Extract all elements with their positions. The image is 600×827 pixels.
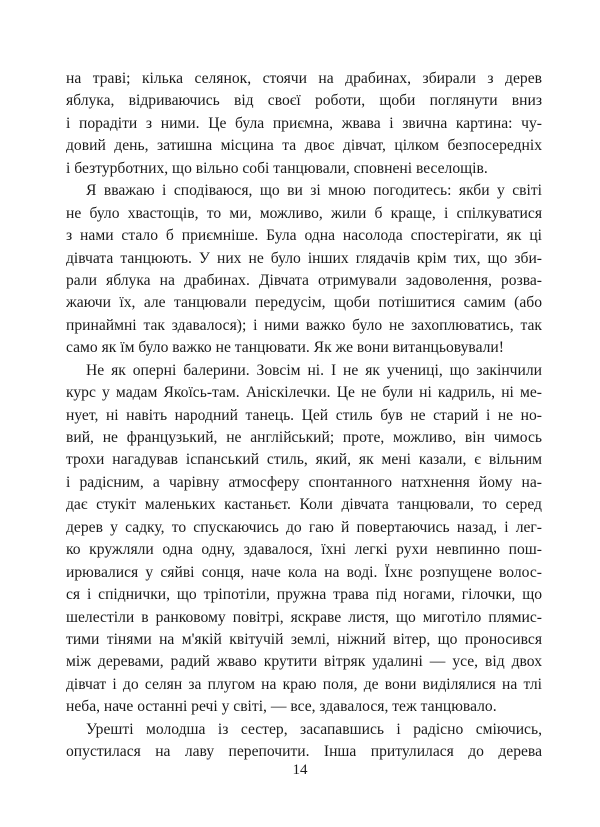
text-line: дає стукіт маленьких кастаньєт. Коли дівчата танцювали, то серед	[66, 496, 542, 514]
text-line: жаючи їх, але танцювали передусім, щоби потішитися самим (або	[66, 294, 542, 312]
text-line: ся і спіднички, що тріпотіли, пружна трава під ногами, гілочки, що	[66, 586, 542, 604]
text-line: на траві; кілька селянок, стоячи на драбинах, збирали з дерев	[66, 70, 542, 87]
text-line: Урешті молодша із сестер, засапавшись і радісно сміючись,	[86, 720, 542, 738]
text-line: не було хвастощів, то ми, можливо, жили б краще, і спілкуватися	[66, 204, 542, 222]
text-line: ирювалися у сяйві сонця, наче кола на воді. Їхнє розпущене волос-	[66, 563, 542, 581]
text-line: Не як оперні балерини. Зовсім ні. І не як учениці, що закінчили	[86, 361, 542, 379]
text-line: вий, не французький, не англійський; проте, можливо, він чимось	[66, 429, 542, 446]
text-line: і радісним, а чарівну атмосферу спонтанного натхнення йому на-	[66, 473, 542, 491]
text-line: ко кружляли одна одну, здавалося, їхні легкі рухи невпинно пош-	[66, 541, 542, 559]
text-line: з нами стало б приємніше. Була одна насолода спостерігати, як ці	[66, 227, 542, 245]
text-line: нует, ні навіть народний танець. Цей стиль був не старий і не но-	[66, 406, 542, 424]
text-line: дівчат і до селян за плугом на краю поля, де вони виділялися на тлі	[66, 675, 542, 693]
text-line: опустилася на лаву перепочити. Інша притулилася до дерева	[66, 743, 542, 761]
text-line: дерев у садку, то спускаючись до гаю й повертаючись назад, і лег-	[66, 518, 542, 536]
text-line: яблука, відриваючись від своєї роботи, щоби поглянути вниз	[66, 92, 542, 110]
text-line: Я вважаю і сподіваюся, що ви зі мною погодитесь: якби у світі	[86, 182, 542, 200]
text-line: і безтурботних, що вільно собі танцювали, сповнені веселощів.	[66, 159, 488, 177]
text-line: шелестіли в ранковому повітрі, яскраве листя, що миготіло плямис-	[66, 608, 542, 626]
text-line: трохи нагадував іспанський стиль, який, як мені казали, є вільним	[66, 451, 542, 469]
text-line: рали яблука на драбинах. Дівчата отримували задоволення, розва-	[66, 271, 542, 289]
page-number: 14	[292, 762, 308, 778]
text-line: тими тінями на м'якій квітучій землі, ніжний вітер, що проносився	[66, 630, 542, 648]
text-line: довий день, затишна місцина та двоє дівчат, цілком безпосередніх	[66, 137, 542, 155]
text-line: курс у мадам Якоїсь-там. Аніскілечки. Це не були ні кадриль, ні ме-	[66, 384, 542, 402]
text-line: між деревами, радий жваво крутити вітряк удалині — усе, від двох	[66, 653, 542, 671]
text-line: неба, наче останні речі у світі, — все, здавалося, теж танцювало.	[66, 698, 497, 716]
text-line: принаймні так здавалося); і ними важко було не захоплюватись, так	[66, 316, 542, 334]
text-line: дівчата танцюють. У них не було інших глядачів крім тих, що зби-	[66, 249, 542, 267]
text-line: само як їм було важко не танцювати. Як же вони витанцьовували!	[66, 339, 504, 357]
body-text	[66, 68, 542, 764]
text-line: і порадіти з ними. Це була приємна, жвава і звична картина: чу-	[66, 114, 542, 132]
